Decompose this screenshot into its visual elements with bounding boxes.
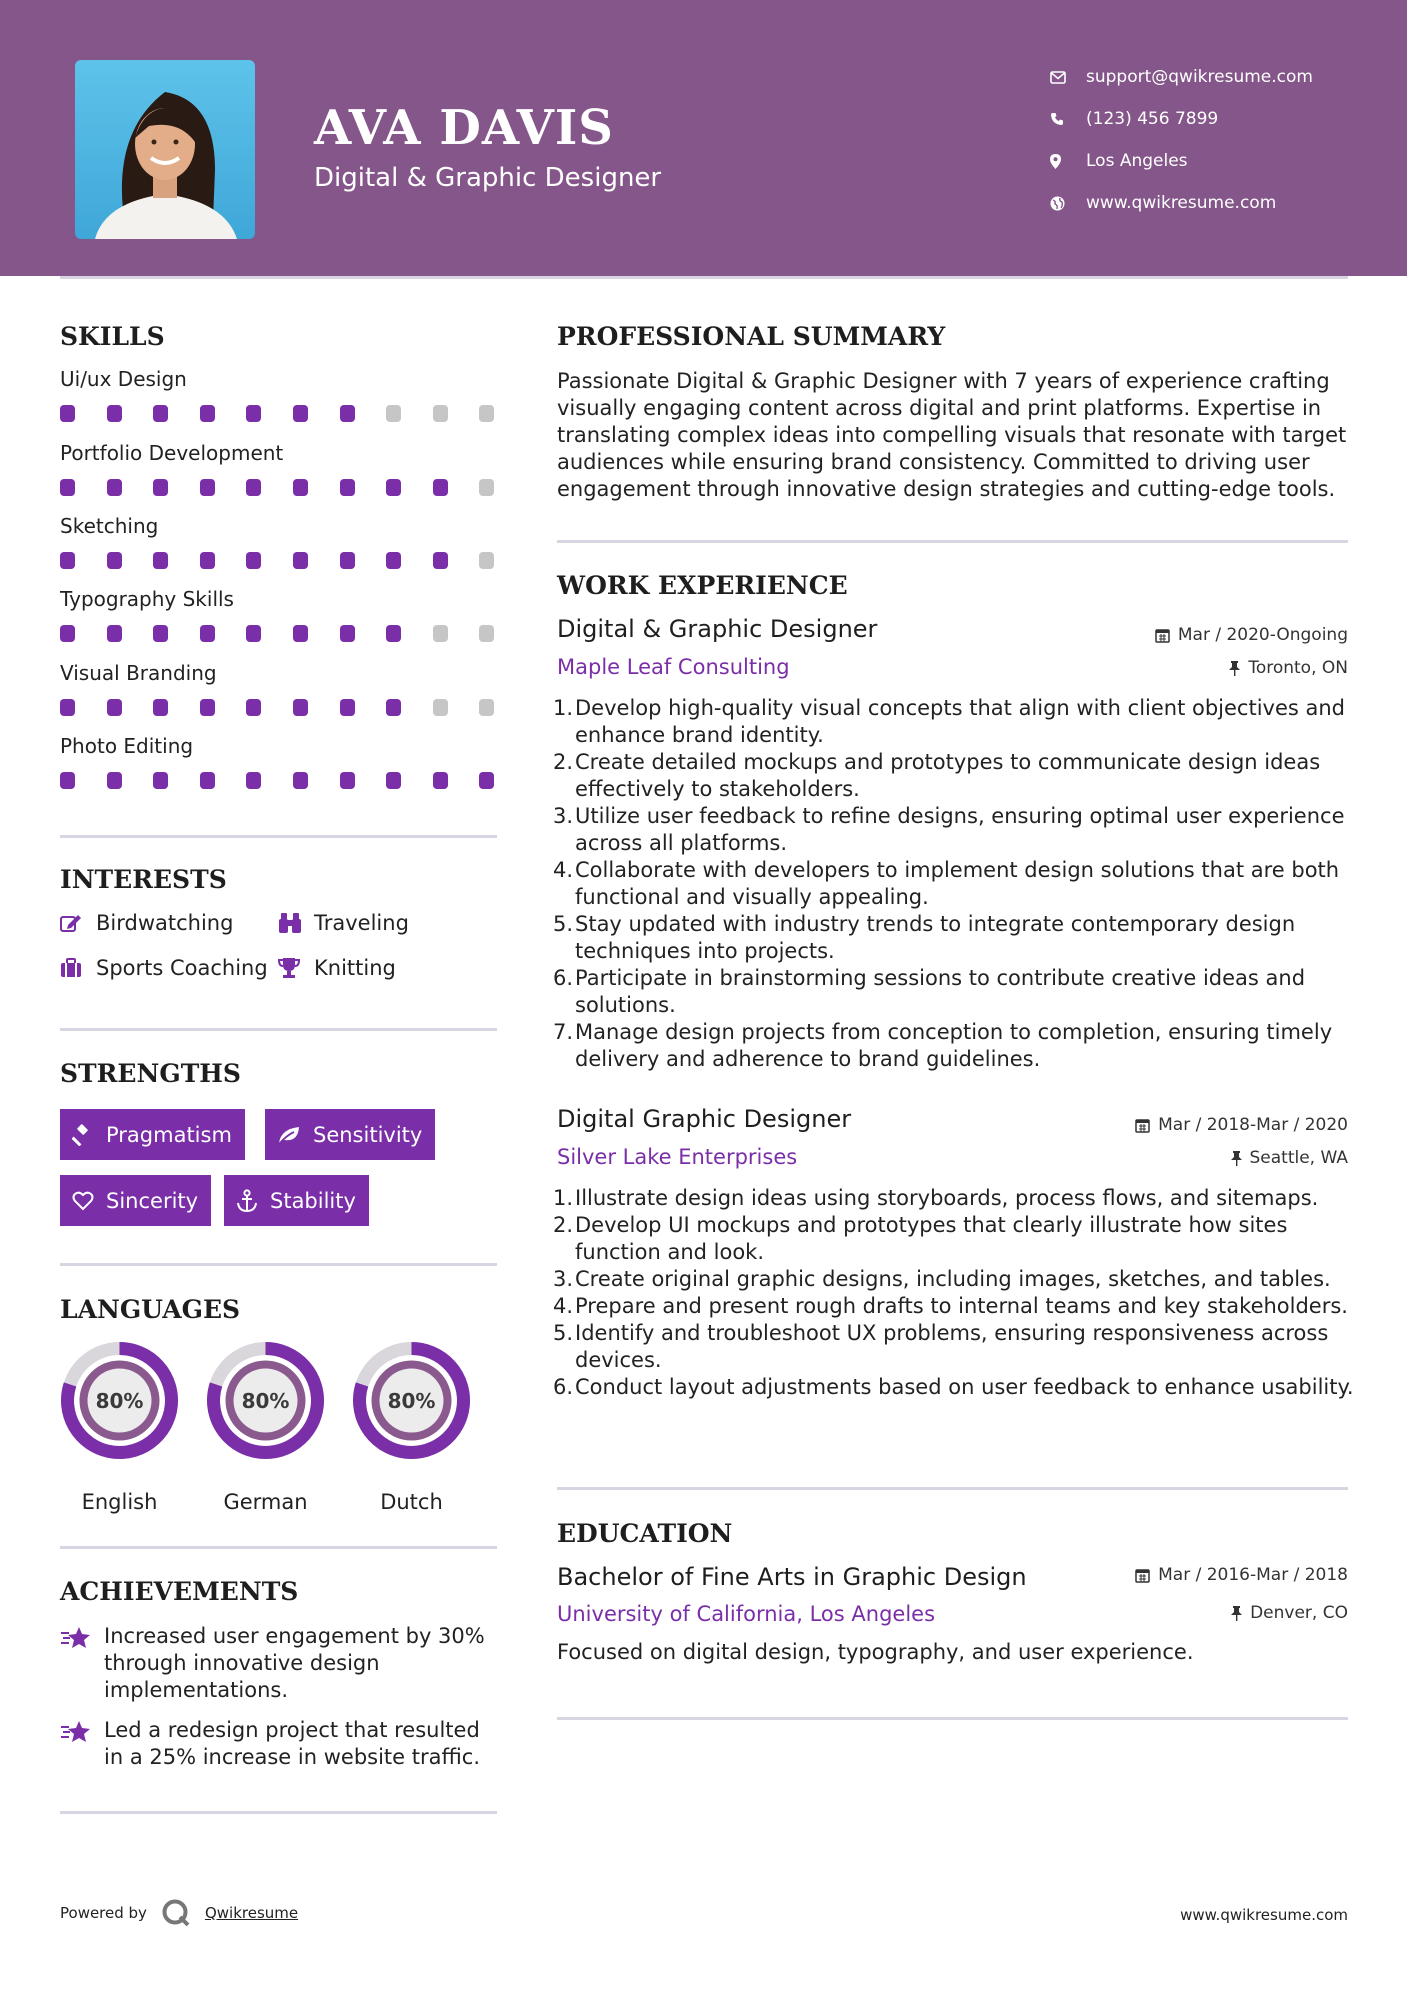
candidate-name: AVA DAVIS <box>314 100 614 156</box>
rating-dot-filled <box>386 625 401 642</box>
rating-dot-filled <box>293 699 308 716</box>
strength-label: Sensitivity <box>313 1122 423 1147</box>
rating-dot-filled <box>246 479 261 496</box>
interest-label: Birdwatching <box>96 911 234 935</box>
rating-dot-filled <box>107 405 122 422</box>
powered-by-text: Powered by <box>60 1904 147 1922</box>
contact-website-text: www.qwikresume.com <box>1086 193 1277 213</box>
job-duty: 1. Illustrate design ideas using storyboards, process flows, and sitemaps. <box>552 1186 1319 1210</box>
section-divider <box>60 1546 497 1549</box>
contact-list <box>1050 56 1313 224</box>
job-company: Maple Leaf Consulting <box>557 655 790 679</box>
job-location-text: Toronto, ON <box>1248 658 1348 678</box>
education-location-text: Denver, CO <box>1250 1603 1348 1623</box>
heart-icon <box>72 1191 94 1211</box>
strength-tag <box>60 1109 245 1160</box>
summary-text: Passionate Digital & Graphic Designer with 7 years of experience crafting visually engaging content across digital and print platforms. Expertise in translating complex ideas into compelling visuals that resonate with target audiences while ensuring brand consistency. Committed to driving user engagement through innovative design strategies and cutting-edge tools. <box>557 369 1347 501</box>
rating-dot-filled <box>200 699 215 716</box>
rating-dot-filled <box>200 479 215 496</box>
job-duty: 4. Collaborate with developers to implement design solutions that are both functional and visually appealing. <box>552 858 1340 909</box>
skill-rating <box>60 625 526 642</box>
interest-item <box>60 911 233 935</box>
achievement-text: Led a redesign project that resulted in a 25% increase in website traffic. <box>104 1718 481 1769</box>
language-name: Dutch <box>380 1490 443 1514</box>
degree-title: Bachelor of Fine Arts in Graphic Design <box>557 1563 1027 1591</box>
job-duty: 6. Conduct layout adjustments based on user feedback to enhance usability. <box>552 1375 1354 1399</box>
job-company: Silver Lake Enterprises <box>557 1145 798 1169</box>
anchor-icon <box>236 1189 258 1213</box>
rating-dot-filled <box>386 479 401 496</box>
language-name: German <box>223 1490 308 1514</box>
leaf-icon <box>277 1125 301 1145</box>
interest-label: Traveling <box>314 911 409 935</box>
rating-dot-filled <box>340 625 355 642</box>
language-percent: 80% <box>387 1388 436 1413</box>
school-name: University of California, Los Angeles <box>557 1602 936 1626</box>
rating-dot-empty <box>386 405 401 422</box>
rating-dot-filled <box>293 479 308 496</box>
interest-item <box>278 956 396 980</box>
rating-dot-filled <box>293 552 308 569</box>
rating-dot-filled <box>107 772 122 789</box>
rating-dot-filled <box>340 772 355 789</box>
strengths-heading: STRENGTHS <box>60 1059 241 1088</box>
section-divider <box>60 1263 497 1266</box>
rating-dot-empty <box>479 479 494 496</box>
skill-rating <box>60 479 526 496</box>
section-divider <box>557 540 1348 543</box>
rating-dot-filled <box>107 699 122 716</box>
rating-dot-filled <box>433 772 448 789</box>
job-duties <box>552 1185 1357 1401</box>
rating-dot-empty <box>479 625 494 642</box>
rating-dot-filled <box>293 772 308 789</box>
contact-email[interactable] <box>1050 56 1313 98</box>
phone-icon <box>1050 112 1086 126</box>
rating-dot-empty <box>479 552 494 569</box>
calendar-icon <box>1135 1568 1150 1583</box>
rating-dot-empty <box>479 405 494 422</box>
strength-tag <box>265 1109 435 1160</box>
job-duty: 1. Develop high-quality visual concepts that align with client objectives and enhance brand identity. <box>552 696 1346 747</box>
strength-label: Stability <box>270 1188 356 1213</box>
rating-dot-filled <box>340 405 355 422</box>
rating-dot-filled <box>60 405 75 422</box>
pushpin-icon <box>1229 661 1240 676</box>
candidate-role: Digital & Graphic Designer <box>314 163 662 193</box>
language-item <box>351 1340 472 1514</box>
trophy-icon <box>278 957 314 979</box>
contact-phone-text: (123) 456 7899 <box>1086 109 1219 129</box>
language-percent: 80% <box>95 1388 144 1413</box>
rating-dot-filled <box>293 405 308 422</box>
skills-heading: SKILLS <box>60 322 165 351</box>
rating-dot-filled <box>340 479 355 496</box>
rating-dot-empty <box>479 699 494 716</box>
profile-photo <box>75 60 255 239</box>
skill-name: Typography Skills <box>60 587 234 611</box>
globe-icon <box>1050 196 1086 211</box>
rating-dot-filled <box>200 552 215 569</box>
rating-dot-filled <box>60 772 75 789</box>
achievement-text: Increased user engagement by 30% through innovative design implementations. <box>104 1624 485 1702</box>
resume-header <box>0 0 1407 276</box>
pushpin-icon <box>1231 1606 1242 1621</box>
summary-heading: PROFESSIONAL SUMMARY <box>557 322 946 351</box>
strength-tag <box>224 1175 369 1226</box>
section-divider <box>557 1717 1348 1720</box>
interest-item <box>60 956 268 980</box>
contact-website[interactable] <box>1050 182 1313 224</box>
contact-email-text: support@qwikresume.com <box>1086 67 1313 87</box>
job-duty: 5. Identify and troubleshoot UX problems, ensuring responsiveness across devices. <box>552 1321 1329 1372</box>
job-dates <box>1155 625 1348 645</box>
rating-dot-empty <box>433 699 448 716</box>
job-duties <box>552 695 1357 1073</box>
qwikresume-logo-icon <box>161 1898 191 1928</box>
pushpin-icon <box>1231 1151 1242 1166</box>
rating-dot-filled <box>153 479 168 496</box>
rating-dot-filled <box>479 772 494 789</box>
contact-location-text: Los Angeles <box>1086 151 1188 171</box>
rating-dot-filled <box>200 405 215 422</box>
skill-name: Portfolio Development <box>60 441 284 465</box>
job-duty: 2. Create detailed mockups and prototypes to communicate design ideas effectively to stakeholders. <box>552 750 1321 801</box>
interest-label: Sports Coaching <box>96 956 268 980</box>
rating-dot-filled <box>153 625 168 642</box>
section-divider <box>60 1811 497 1814</box>
interest-item <box>278 911 409 935</box>
job-location <box>1229 658 1348 678</box>
job-duty: 4. Prepare and present rough drafts to internal teams and key stakeholders. <box>552 1294 1348 1318</box>
footer-powered-by <box>60 1898 298 1928</box>
skill-rating <box>60 772 526 789</box>
skill-rating <box>60 552 526 569</box>
language-item <box>205 1340 326 1514</box>
education-dates-text: Mar / 2016-Mar / 2018 <box>1158 1565 1348 1585</box>
language-name: English <box>81 1490 158 1514</box>
strength-label: Sincerity <box>106 1188 199 1213</box>
rating-dot-filled <box>433 552 448 569</box>
rating-dot-filled <box>107 552 122 569</box>
strength-label: Pragmatism <box>106 1122 232 1147</box>
job-duty: 3. Utilize user feedback to refine designs, ensuring optimal user experience across all platforms. <box>552 804 1345 855</box>
map-marker-icon <box>1050 154 1086 169</box>
contact-phone[interactable] <box>1050 98 1313 140</box>
rating-dot-filled <box>153 552 168 569</box>
rating-dot-filled <box>60 552 75 569</box>
language-percent: 80% <box>241 1388 290 1413</box>
rating-dot-filled <box>200 625 215 642</box>
achievements-heading: ACHIEVEMENTS <box>60 1577 299 1606</box>
rating-dot-filled <box>60 625 75 642</box>
rating-dot-filled <box>246 552 261 569</box>
strength-tag <box>60 1175 211 1226</box>
interest-label: Knitting <box>314 956 396 980</box>
rating-dot-filled <box>60 479 75 496</box>
job-title: Digital & Graphic Designer <box>557 615 878 643</box>
footer-website[interactable]: www.qwikresume.com <box>1180 1906 1348 1924</box>
envelope-icon <box>1050 71 1086 84</box>
section-divider <box>557 1487 1348 1490</box>
rating-dot-filled <box>340 699 355 716</box>
skill-rating <box>60 699 526 716</box>
job-dates-text: Mar / 2018-Mar / 2020 <box>1158 1115 1348 1135</box>
job-duty: 2. Develop UI mockups and prototypes that clearly illustrate how sites function and look. <box>552 1213 1288 1264</box>
rating-dot-filled <box>386 699 401 716</box>
education-location <box>1231 1603 1348 1623</box>
education-description: Focused on digital design, typography, and user experience. <box>557 1640 1194 1664</box>
interests-heading: INTERESTS <box>60 865 227 894</box>
education-heading: EDUCATION <box>557 1519 733 1548</box>
rating-dot-filled <box>153 772 168 789</box>
skill-name: Ui/ux Design <box>60 367 187 391</box>
rating-dot-filled <box>107 625 122 642</box>
header-divider <box>60 276 1348 279</box>
job-duty: 5. Stay updated with industry trends to integrate contemporary design techniques into projects. <box>552 912 1296 963</box>
job-duty: 7. Manage design projects from conception to completion, ensuring timely delivery and adherence to brand guidelines. <box>552 1020 1333 1071</box>
rating-dot-filled <box>153 699 168 716</box>
rating-dot-empty <box>433 405 448 422</box>
contact-location <box>1050 140 1313 182</box>
job-location <box>1231 1148 1349 1168</box>
rating-dot-filled <box>386 772 401 789</box>
skill-rating <box>60 405 526 422</box>
education-dates <box>1135 1565 1348 1585</box>
binoculars-icon <box>278 912 314 934</box>
skill-name: Sketching <box>60 514 159 538</box>
achievement-item <box>60 1623 500 1704</box>
job-duty: 3. Create original graphic designs, including images, sketches, and tables. <box>552 1267 1331 1291</box>
rating-dot-filled <box>107 479 122 496</box>
rating-dot-filled <box>60 699 75 716</box>
rating-dot-filled <box>200 772 215 789</box>
shooting-star-icon <box>60 1717 104 1771</box>
experience-heading: WORK EXPERIENCE <box>557 571 848 600</box>
calendar-icon <box>1155 628 1170 643</box>
rating-dot-filled <box>433 479 448 496</box>
job-dates <box>1135 1115 1348 1135</box>
section-divider <box>60 835 497 838</box>
shooting-star-icon <box>60 1623 104 1704</box>
rating-dot-empty <box>433 625 448 642</box>
job-location-text: Seattle, WA <box>1249 1148 1348 1168</box>
calendar-icon <box>1135 1118 1150 1133</box>
qwikresume-link[interactable]: Qwikresume <box>204 1904 299 1922</box>
briefcase-icon <box>60 958 96 978</box>
job-dates-text: Mar / 2020-Ongoing <box>1177 625 1348 645</box>
rating-dot-filled <box>246 699 261 716</box>
job-title: Digital Graphic Designer <box>557 1105 852 1133</box>
rating-dot-filled <box>246 625 261 642</box>
rating-dot-filled <box>246 405 261 422</box>
rating-dot-filled <box>386 552 401 569</box>
language-item <box>59 1340 180 1514</box>
rating-dot-filled <box>153 405 168 422</box>
section-divider <box>60 1028 497 1031</box>
languages-heading: LANGUAGES <box>60 1295 241 1324</box>
job-duty: 6. Participate in brainstorming sessions to contribute creative ideas and solutions. <box>552 966 1306 1017</box>
skill-name: Visual Branding <box>60 661 217 685</box>
rating-dot-filled <box>246 772 261 789</box>
pencil-square-icon <box>60 913 96 933</box>
skill-name: Photo Editing <box>60 734 194 758</box>
rating-dot-filled <box>340 552 355 569</box>
rating-dot-filled <box>293 625 308 642</box>
achievement-item <box>60 1717 500 1771</box>
gavel-icon <box>72 1124 94 1146</box>
